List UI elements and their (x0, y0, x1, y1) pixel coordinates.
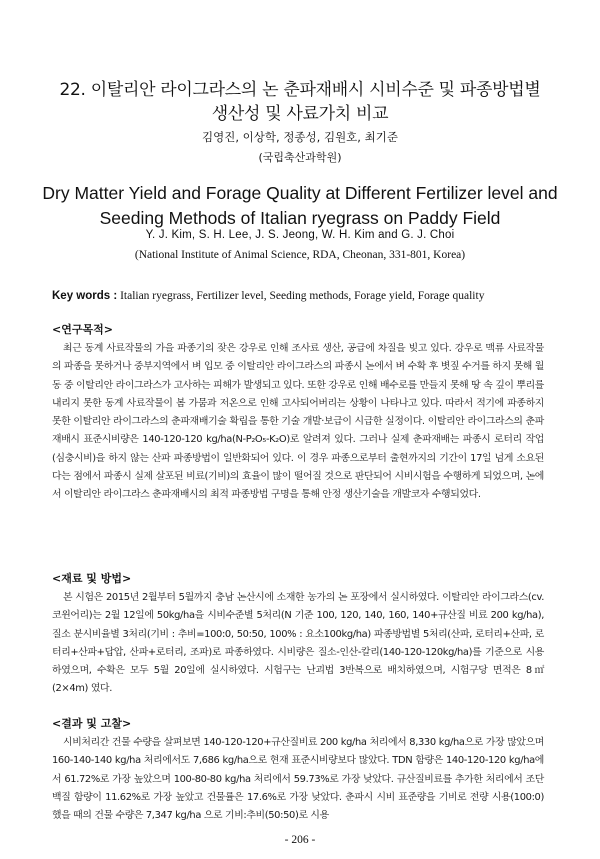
korean-institution: (국립축산과학원) (258, 151, 342, 164)
english-title-line-1: Dry Matter Yield and Forage Quality at Different Fertilizer level and (42, 183, 558, 203)
page-number: - 206 - (284, 834, 316, 846)
keywords-label: Key words : (52, 290, 118, 302)
english-title-line-2: Seeding Methods of Italian ryegrass on Paddy Field (99, 208, 501, 228)
section-heading-methods: <재료 및 방법> (52, 572, 132, 585)
english-institution: (National Institute of Animal Science, RDA, Cheonan, 331-801, Korea) (134, 249, 466, 261)
keywords (52, 290, 560, 302)
section-heading-results: <결과 및 고찰> (52, 717, 132, 730)
section-results (52, 716, 544, 825)
korean-authors: 김영진, 이상학, 정종성, 김원호, 최기준 (202, 130, 398, 144)
section-methods (52, 571, 544, 699)
korean-title-line-2: 생산성 및 사료가치 비교 (211, 104, 389, 124)
section-body-methods: 본 시험은 2015년 2월부터 5월까지 충남 논산시에 소재한 농가의 논 포장에서 실시하였다. 이탈리안 라이그라스(cv. 코윈어리)는 2월 12일에 50kg/ha을 시비수준별 5처리(N 기준 100, 120, 140, 160, 140+규산질 비료 200 kg/ha), 질소 분시비율별 3처리(기비 : 추비=100:0, 50:50, 100% : 요소100kg/ha) 파종방법별 5처리(산파, 로터리+산파, 로터리+산파+답압, 산파+로터리, 조파)로 파종하였다. 시비량은 질소-인산-칼리(140-120-120kg/ha)를 기준으로 시용하였으며, 수확은 모두 5월 20일에 실시하였다. 시험구는 난괴법 3반복으로 배치하였으며, 시험구당 면적은 8㎡(2×4m) 였다. (52, 592, 544, 695)
section-heading-purpose: <연구목적> (52, 323, 113, 336)
section-body-purpose: 최근 동계 사료작물의 가을 파종기의 잦은 강우로 인해 조사료 생산, 공급에 차질을 빚고 있다. 강우로 맥류 사료작물의 파종을 못하거나 중부지역에서 벼 입모 중 이탈리안 라이그라스의 파종시 논에서 벼 수확 후 볏짚 수거를 하지 못해 월동 중 이탈리안 라이그라스가 고사하는 피해가 발생되고 있다. 또한 강우로 인해 배수로를 만들지 못해 땅 속 깊이 뿌리를 내리지 못한 동계 사료작물이 봄 가뭄과 저온으로 인해 고사되어버리는 상황이 나타나고 있다. 따라서 적기에 파종하지 못한 이탈리안 라이그라스의 춘파재배기술 확립을 통한 기술 개발·보급이 시급한 실정이다. 이탈리안 라이그라스의 춘파재배시 표준시비량은 140-120-120 kg/ha(N-P₂O₅-K₂O)로 알려져 있다. 그러나 실제 춘파재배는 파종시 로터리 작업(심충시비)을 하지 않는 산파 파종방법이 일반화되어 있다. 이 경우 파종으로부터 출현까지의 기간이 17일 넘게 소요된다는 점에서 파종시 실제 살포된 비료(기비)의 효율이 많이 떨어질 것으로 판단되어 시비시험을 수행하게 되었으며, 논에서 이탈리안 라이그라스 춘파재배시의 최적 파종방법 구명을 통해 안정 생산기술을 개발코자 수행되었다. (52, 343, 544, 501)
section-purpose (52, 322, 544, 505)
keywords-text: Italian ryegrass, Fertilizer level, Seeding methods, Forage yield, Forage quality (120, 290, 485, 302)
english-authors: Y. J. Kim, S. H. Lee, J. S. Jeong, W. H. Kim and G. J. Choi (145, 229, 455, 241)
korean-title-line-1: 22. 이탈리안 라이그라스의 논 춘파재배시 시비수준 및 파종방법별 (59, 80, 541, 100)
section-body-results: 시비처리간 건물 수량을 살펴보면 140-120-120+규산질비료 200 kg/ha 처리에서 8,330 kg/ha으로 가장 많았으며 160-140-140 kg/ha 처리에서도 7,686 kg/ha으로 현재 표준시비량보다 많았다. TDN 함량은 140-120-120 kg/ha에서 61.72%로 가장 높았으며 100-80-80 kg/ha 처리에서 59.73%로 가장 낮았다. 규산질비료를 추가한 처리에서 조단백질 함량이 11.62%로 가장 높았고 건물률은 17.6%로 가장 낮았다. 춘파시 시비 표준량을 기비로 전량 시용(100:0) 했을 때의 건물 수량은 7,347 kg/ha 으로 기비:추비(50:50)로 시용 (52, 737, 544, 822)
